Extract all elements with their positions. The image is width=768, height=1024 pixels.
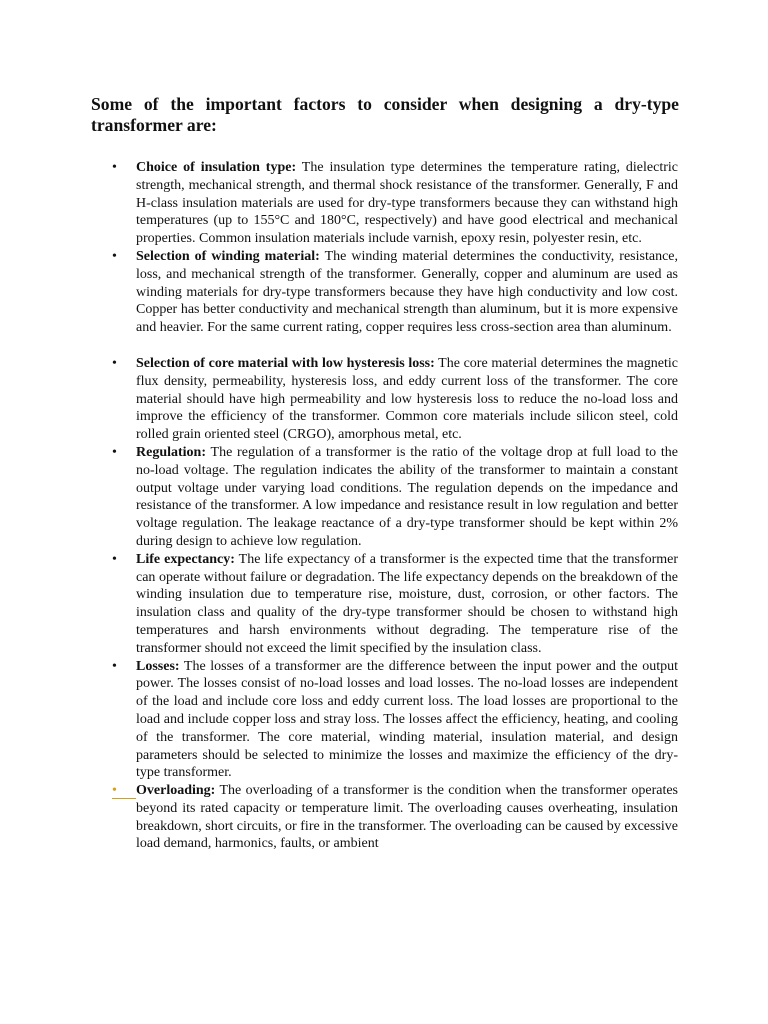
bullet-icon: • bbox=[112, 248, 117, 264]
item-text: The overloading of a transformer is the condition when the transformer operates beyond its rated capacity or temperature limit. The overloading causes overheating, insulation breakdown, short circuits, or fire in the transformer. The overloading can be caused by excessive load demand, harmonics, faults, or ambient bbox=[136, 783, 678, 852]
bullet-icon-highlighted: • bbox=[112, 783, 117, 799]
item-term: Regulation: bbox=[136, 444, 206, 460]
list-item-core bbox=[0, 355, 678, 444]
item-term: Life expectancy: bbox=[136, 551, 235, 567]
item-text: The winding material determines the conductivity, resistance, loss, and mechanical strength of the transformer. Generally, copper and aluminum are used as winding materials for dry-type transformers because they have high conductivity and low cost. Copper has better conductivity and mechanical strength than aluminum, but it is more expensive and heavier. For the same current rating, copper requires less cross-section area than aluminum. bbox=[136, 248, 678, 336]
bullet-icon: • bbox=[112, 160, 117, 175]
item-text: The life expectancy of a transformer is the expected time that the transformer can operate without failure or degradation. The life expectancy depends on the breakdown of the winding insulation due to temperature rise, moisture, dust, corrosion, or other factors. The insulation class and quality of the dry-type transformer should be chosen to withstand high temperatures and harsh environments without degrading. The temperature rise of the transformer should not exceed the limit specified by the insulation class. bbox=[136, 551, 679, 656]
page-heading: Some of the important factors to consider when designing a dry-type transformer are: bbox=[91, 94, 679, 135]
item-term: Selection of winding material: bbox=[136, 248, 320, 264]
item-term: Selection of core material with low hysteresis loss: bbox=[136, 355, 435, 371]
item-text: The core material determines the magnetic flux density, permeability, hysteresis loss, and eddy current loss of the transformer. The core material should have high permeability and low hysteresis loss to reduce the no-load loss and improve the efficiency of the transformer. Common core materials include silicon steel, cold rolled grain oriented steel (CRGO), amorphous metal, etc. bbox=[136, 355, 678, 443]
bullet-icon: • bbox=[112, 551, 117, 567]
item-text: The regulation of a transformer is the ratio of the voltage drop at full load to the no-load voltage. The regulation indicates the ability of the transformer to maintain a constant output voltage under varying load conditions. The regulation depends on the impedance and resistance of the transformer. A low impedance and resistance result in low regulation and better voltage regulation. The leakage reactance of a dry-type transformer should be kept within 2% during design to achieve low regulation. bbox=[136, 444, 678, 549]
list-item-regulation bbox=[0, 444, 678, 551]
bullet-icon: • bbox=[112, 658, 117, 674]
item-text: The insulation type determines the temperature rating, dielectric strength, mechanical strength, and thermal shock resistance of the transformer. Generally, F and H-class insulation materials are used for dry-type transformers because they can withstand high temperatures (up to 155°C and 180°C, respectively) and have good electrical and mechanical properties. Common insulation materials include varnish, epoxy resin, polyester resin, etc. bbox=[136, 160, 678, 247]
bullet-icon: • bbox=[112, 444, 117, 460]
factor-list bbox=[0, 159, 768, 853]
item-term: Choice of insulation type: bbox=[136, 160, 297, 175]
list-item-overloading bbox=[0, 782, 678, 853]
list-item-winding bbox=[0, 248, 678, 337]
item-term: Overloading: bbox=[136, 783, 216, 799]
list-item-life-expectancy bbox=[0, 551, 678, 658]
item-term: Losses: bbox=[136, 658, 180, 674]
bullet-icon: • bbox=[112, 355, 117, 371]
list-item-losses bbox=[0, 658, 678, 783]
list-item-insulation bbox=[0, 159, 678, 248]
item-text: The losses of a transformer are the difference between the input power and the output power. The losses consist of no-load losses and load losses. The no-load losses are independent of the load and include core loss and eddy current loss. The load losses are proportional to the load and include copper loss and stray loss. The losses affect the efficiency, heating, and cooling of the transformer. The core material, winding material, insulation material, and design parameters should be selected to minimize the losses and maximize the efficiency of the dry-type transformer. bbox=[136, 658, 678, 781]
